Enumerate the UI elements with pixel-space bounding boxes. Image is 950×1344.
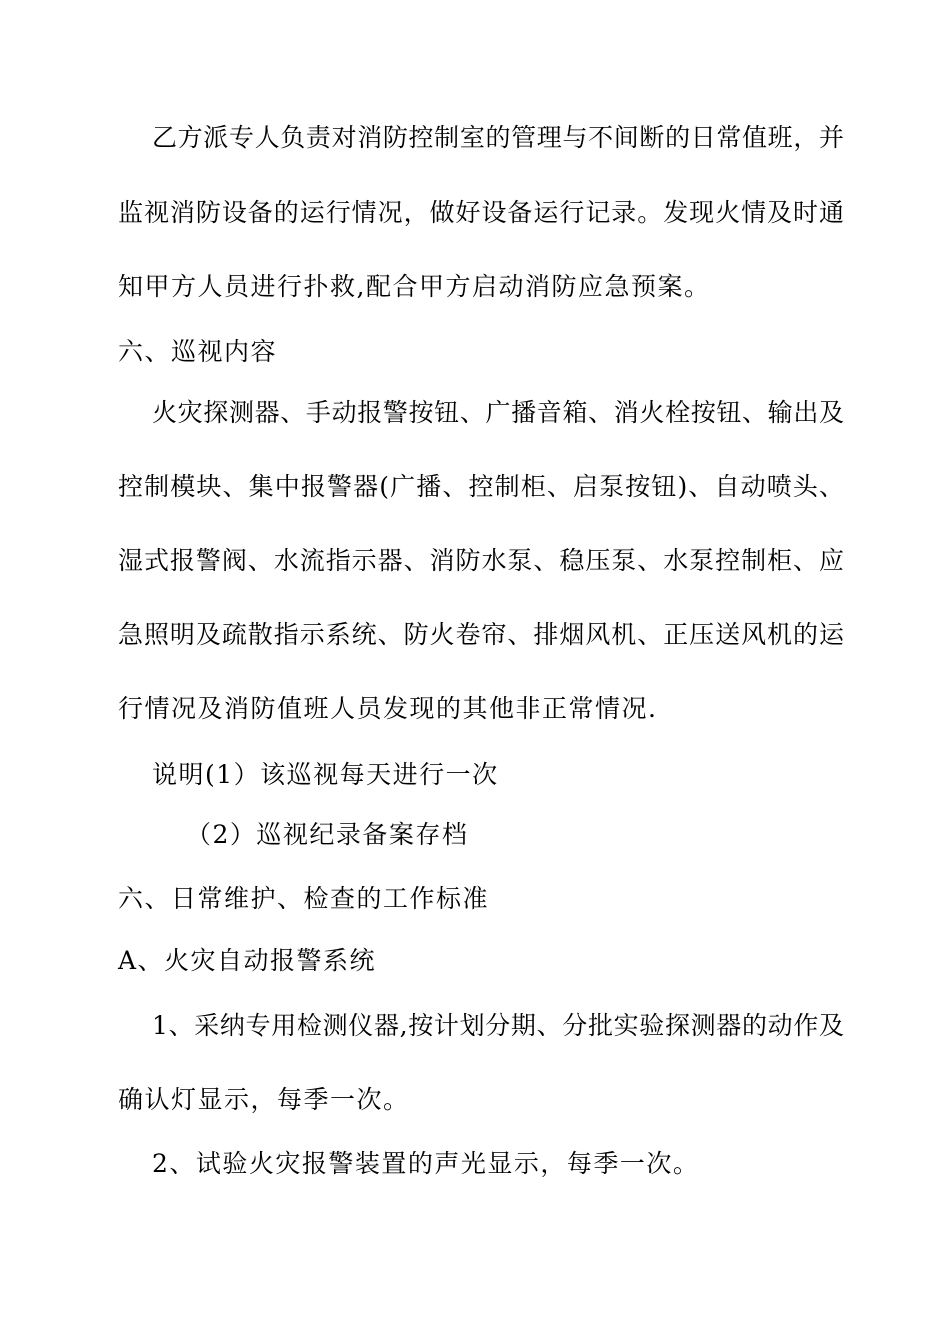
paragraph-duty-line-2: 监视消防设备的运行情况，做好设备运行记录。发现火情及时通: [118, 198, 844, 227]
paragraph-patrol-line-5: 行情况及消防值班人员发现的其他非正常情况.: [118, 694, 658, 723]
paragraph-patrol-line-2: 控制模块、集中报警器(广播、控制柜、启泵按钮)、自动喷头、: [118, 472, 844, 501]
subheading-fire-alarm-system: A、火灾自动报警系统: [118, 946, 377, 975]
item-2: 2、试验火灾报警装置的声光显示，每季一次。: [152, 1149, 700, 1178]
item-1-line-2: 确认灯显示，每季一次。: [118, 1085, 410, 1114]
heading-patrol-content: 六、巡视内容: [118, 337, 278, 366]
paragraph-patrol-line-4: 急照明及疏散指示系统、防火卷帘、排烟风机、正压送风机的运: [118, 620, 844, 649]
paragraph-duty-line-3: 知甲方人员进行扑救,配合甲方启动消防应急预案。: [118, 272, 711, 301]
paragraph-patrol-line-3: 湿式报警阀、水流指示器、消防水泵、稳压泵、水泵控制柜、应: [118, 546, 844, 575]
paragraph-duty-line-1: 乙方派专人负责对消防控制室的管理与不间断的日常值班，并: [152, 123, 844, 152]
heading-maintenance-standards: 六、日常维护、检查的工作标准: [118, 884, 490, 913]
paragraph-patrol-line-1: 火灾探测器、手动报警按钮、广播音箱、消火栓按钮、输出及: [152, 398, 844, 427]
note-2: （2）巡视纪录备案存档: [186, 820, 469, 849]
item-1-line-1: 1、采纳专用检测仪器,按计划分期、分批实验探测器的动作及: [152, 1011, 844, 1040]
note-1: 说明(1）该巡视每天进行一次: [152, 760, 499, 789]
